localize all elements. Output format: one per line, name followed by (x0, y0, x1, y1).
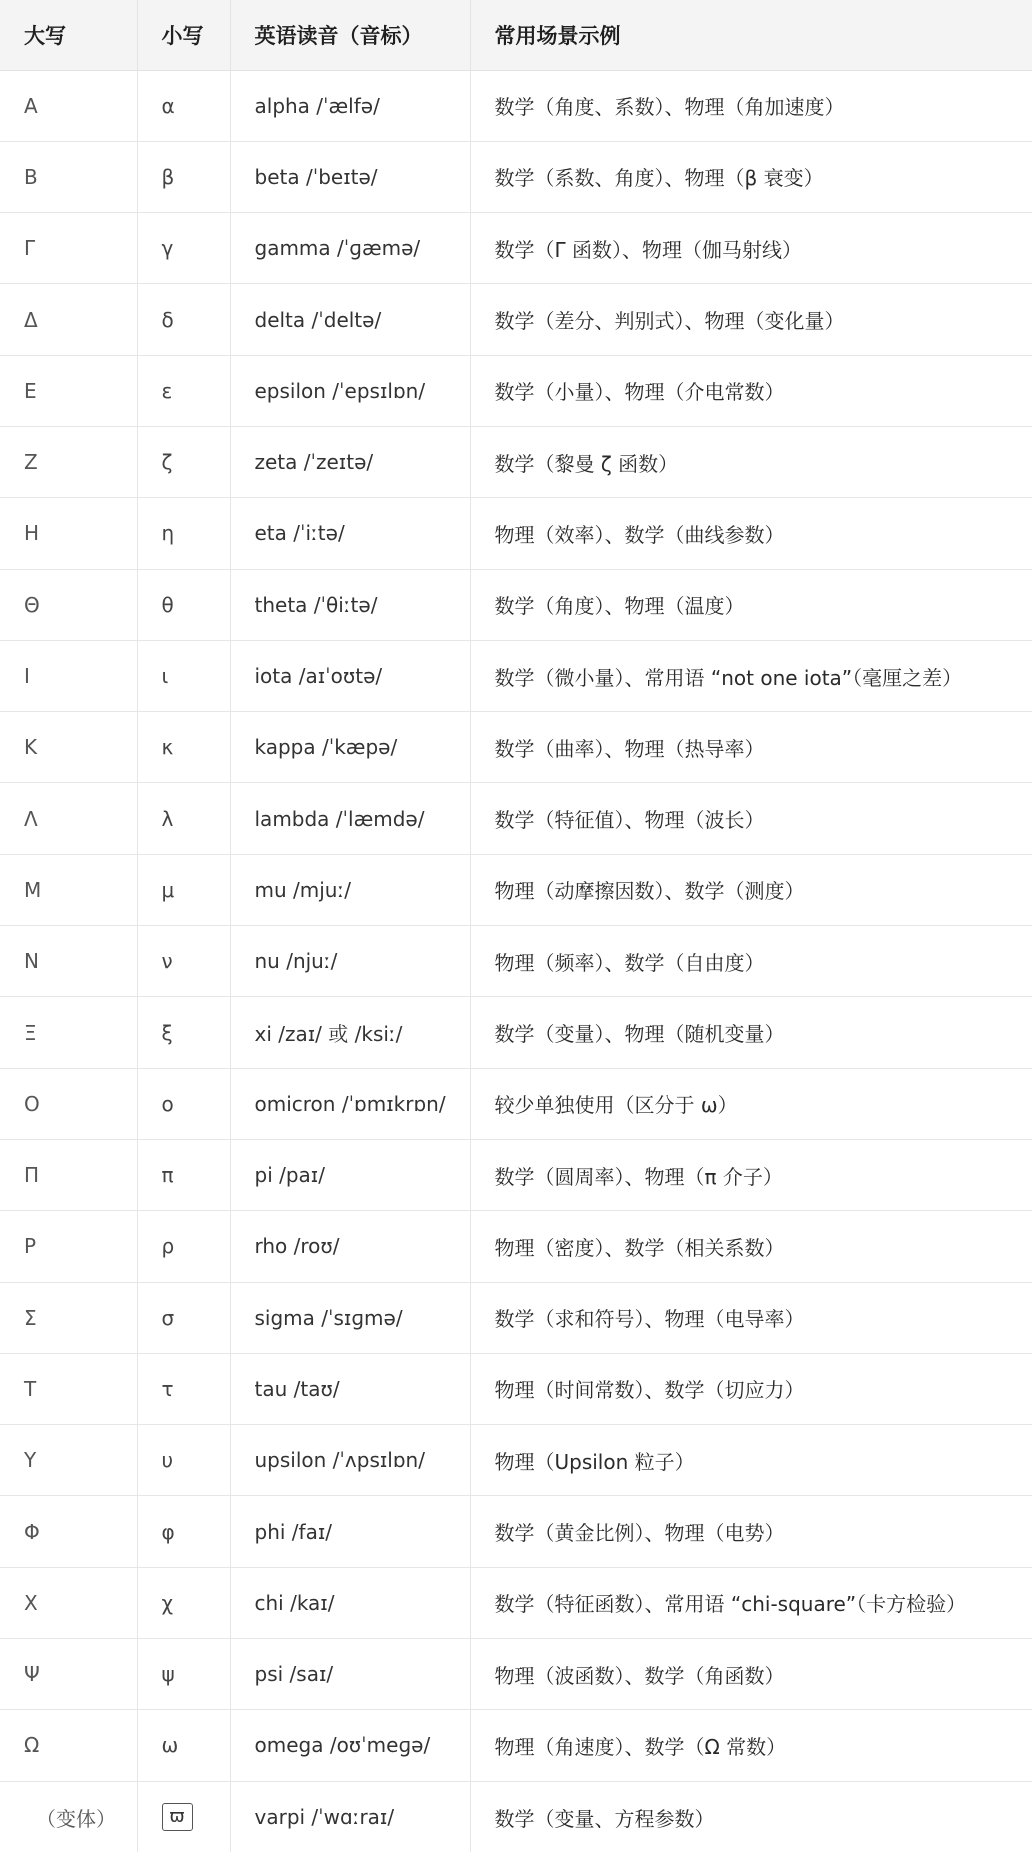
usage-cell: 数学（变量、方程参数） (494, 1806, 715, 1831)
upper-cell: P (0, 1211, 137, 1282)
usage-cell: 较少单独使用（区分于 ω） (470, 1068, 1032, 1139)
pronunciation-cell: beta /ˈbeɪtə/ (230, 141, 470, 212)
table-row (0, 1496, 1032, 1567)
usage-cell: 数学（角度、系数）、物理（角加速度） (470, 70, 1032, 141)
lower-cell: δ (137, 284, 230, 355)
table-row (0, 355, 1032, 426)
table-row (0, 640, 1032, 711)
pronunciation-cell: epsilon /ˈepsɪlɒn/ (230, 355, 470, 426)
table-row (0, 569, 1032, 640)
usage-cell: 数学（圆周率）、物理（π 介子） (470, 1139, 1032, 1210)
header-lower: 小写 (137, 0, 230, 70)
lower-cell (137, 1781, 230, 1852)
upper-cell: Γ (0, 213, 137, 284)
usage-cell: 物理（Upsilon 粒子） (470, 1425, 1032, 1496)
table-row (0, 1068, 1032, 1139)
usage-cell: 物理（动摩擦因数）、数学（测度） (470, 854, 1032, 925)
pronunciation-cell: zeta /ˈzeɪtə/ (230, 426, 470, 497)
pronunciation-cell: xi /zaɪ/ 或 /ksiː/ (230, 997, 470, 1068)
table-row (0, 1567, 1032, 1638)
lower-cell: ν (137, 926, 230, 997)
pronunciation-cell: varpi /ˈwɑːraɪ/ (230, 1781, 470, 1852)
upper-cell: K (0, 712, 137, 783)
lower-cell: ε (137, 355, 230, 426)
header-usage: 常用场景示例 (470, 0, 1032, 70)
usage-cell: 数学（角度）、物理（温度） (470, 569, 1032, 640)
table-row (0, 426, 1032, 497)
table-row (0, 783, 1032, 854)
lower-cell: μ (137, 854, 230, 925)
lower-cell: λ (137, 783, 230, 854)
upper-cell: B (0, 141, 137, 212)
usage-cell: 数学（微小量）、常用语 “not one iota”（毫厘之差） (470, 640, 1032, 711)
usage-cell: 数学（黄金比例）、物理（电势） (470, 1496, 1032, 1567)
table-header (0, 0, 1032, 70)
usage-cell: 数学（差分、判别式）、物理（变化量） (470, 284, 1032, 355)
upper-cell: （变体） (0, 1781, 137, 1852)
upper-cell: T (0, 1353, 137, 1424)
pronunciation-cell: chi /kaɪ/ (230, 1567, 470, 1638)
header-pronunciation: 英语读音（音标） (230, 0, 470, 70)
pronunciation-cell: phi /faɪ/ (230, 1496, 470, 1567)
pronunciation-cell: kappa /ˈkæpə/ (230, 712, 470, 783)
pronunciation-cell: pi /paɪ/ (230, 1139, 470, 1210)
upper-cell: Θ (0, 569, 137, 640)
pronunciation-cell: omicron /ˈɒmɪkrɒn/ (230, 1068, 470, 1139)
upper-cell: Σ (0, 1282, 137, 1353)
table-row (0, 1353, 1032, 1424)
usage-cell: 数学（特征值）、物理（波长） (470, 783, 1032, 854)
header-upper: 大写 (0, 0, 137, 70)
pronunciation-cell: nu /njuː/ (230, 926, 470, 997)
table-row (0, 1211, 1032, 1282)
table-row-variant (0, 1781, 1032, 1852)
pronunciation-cell: upsilon /ˈʌpsɪlɒn/ (230, 1425, 470, 1496)
table-row (0, 213, 1032, 284)
table-row (0, 997, 1032, 1068)
upper-cell: O (0, 1068, 137, 1139)
lower-cell: τ (137, 1353, 230, 1424)
table-row (0, 712, 1032, 783)
upper-cell: X (0, 1567, 137, 1638)
usage-cell: 数学（变量）、物理（随机变量） (470, 997, 1032, 1068)
lower-cell: ω (137, 1710, 230, 1781)
table-row (0, 1710, 1032, 1781)
upper-cell: E (0, 355, 137, 426)
upper-cell: Y (0, 1425, 137, 1496)
usage-cell: 数学（小量）、物理（介电常数） (470, 355, 1032, 426)
lower-cell: θ (137, 569, 230, 640)
varpi-boxed-symbol: ϖ (162, 1803, 193, 1831)
upper-cell: Ω (0, 1710, 137, 1781)
table-row (0, 854, 1032, 925)
usage-cell: 物理（频率）、数学（自由度） (470, 926, 1032, 997)
lower-cell: α (137, 70, 230, 141)
lower-cell: ψ (137, 1639, 230, 1710)
pronunciation-cell: omega /oʊˈmeɡə/ (230, 1710, 470, 1781)
lower-cell: χ (137, 1567, 230, 1638)
upper-cell: Z (0, 426, 137, 497)
lower-cell: φ (137, 1496, 230, 1567)
pronunciation-cell: theta /ˈθiːtə/ (230, 569, 470, 640)
lower-cell: υ (137, 1425, 230, 1496)
pronunciation-cell: sigma /ˈsɪɡmə/ (230, 1282, 470, 1353)
pronunciation-cell: tau /taʊ/ (230, 1353, 470, 1424)
usage-cell: 数学（特征函数）、常用语 “chi-square”（卡方检验） (470, 1567, 1032, 1638)
upper-cell: Φ (0, 1496, 137, 1567)
table-row (0, 926, 1032, 997)
usage-cell: 数学（曲率）、物理（热导率） (470, 712, 1032, 783)
pronunciation-cell: delta /ˈdeltə/ (230, 284, 470, 355)
upper-cell: Λ (0, 783, 137, 854)
lower-cell: η (137, 498, 230, 569)
upper-cell: Ψ (0, 1639, 137, 1710)
usage-cell: 数学（Γ 函数）、物理（伽马射线） (470, 213, 1032, 284)
lower-cell: ι (137, 640, 230, 711)
pronunciation-cell: alpha /ˈælfə/ (230, 70, 470, 141)
table-row (0, 70, 1032, 141)
upper-cell: I (0, 640, 137, 711)
pronunciation-cell: rho /roʊ/ (230, 1211, 470, 1282)
usage-cell: 物理（密度）、数学（相关系数） (470, 1211, 1032, 1282)
lower-cell: β (137, 141, 230, 212)
upper-cell: Ξ (0, 997, 137, 1068)
table-row (0, 1139, 1032, 1210)
table-body (0, 70, 1032, 1852)
table-row (0, 1282, 1032, 1353)
usage-cell: 物理（角速度）、数学（Ω 常数） (470, 1710, 1032, 1781)
pronunciation-cell: lambda /ˈlæmdə/ (230, 783, 470, 854)
lower-cell: ξ (137, 997, 230, 1068)
pronunciation-cell: gamma /ˈɡæmə/ (230, 213, 470, 284)
table-row (0, 284, 1032, 355)
table-row (0, 1639, 1032, 1710)
upper-cell: H (0, 498, 137, 569)
usage-cell: 数学（黎曼 ζ 函数） (470, 426, 1032, 497)
usage-cell: 物理（时间常数）、数学（切应力） (470, 1353, 1032, 1424)
pronunciation-cell: psi /saɪ/ (230, 1639, 470, 1710)
usage-cell: 物理（波函数）、数学（角函数） (470, 1639, 1032, 1710)
upper-cell: N (0, 926, 137, 997)
lower-cell: κ (137, 712, 230, 783)
usage-cell: 物理（效率）、数学（曲线参数） (470, 498, 1032, 569)
table-row (0, 141, 1032, 212)
lower-cell: ζ (137, 426, 230, 497)
lower-cell: ο (137, 1068, 230, 1139)
upper-cell: Π (0, 1139, 137, 1210)
usage-cell: 数学（系数、角度）、物理（β 衰变） (470, 141, 1032, 212)
lower-cell: γ (137, 213, 230, 284)
header-row (0, 0, 1032, 70)
upper-cell: Δ (0, 284, 137, 355)
upper-cell: M (0, 854, 137, 925)
pronunciation-cell: mu /mjuː/ (230, 854, 470, 925)
usage-cell: 数学（求和符号）、物理（电导率） (470, 1282, 1032, 1353)
lower-cell: σ (137, 1282, 230, 1353)
upper-cell: A (0, 70, 137, 141)
lower-cell: ρ (137, 1211, 230, 1282)
table-row (0, 498, 1032, 569)
table-row (0, 1425, 1032, 1496)
pronunciation-cell: iota /aɪˈoʊtə/ (230, 640, 470, 711)
lower-cell: π (137, 1139, 230, 1210)
pronunciation-cell: eta /ˈiːtə/ (230, 498, 470, 569)
